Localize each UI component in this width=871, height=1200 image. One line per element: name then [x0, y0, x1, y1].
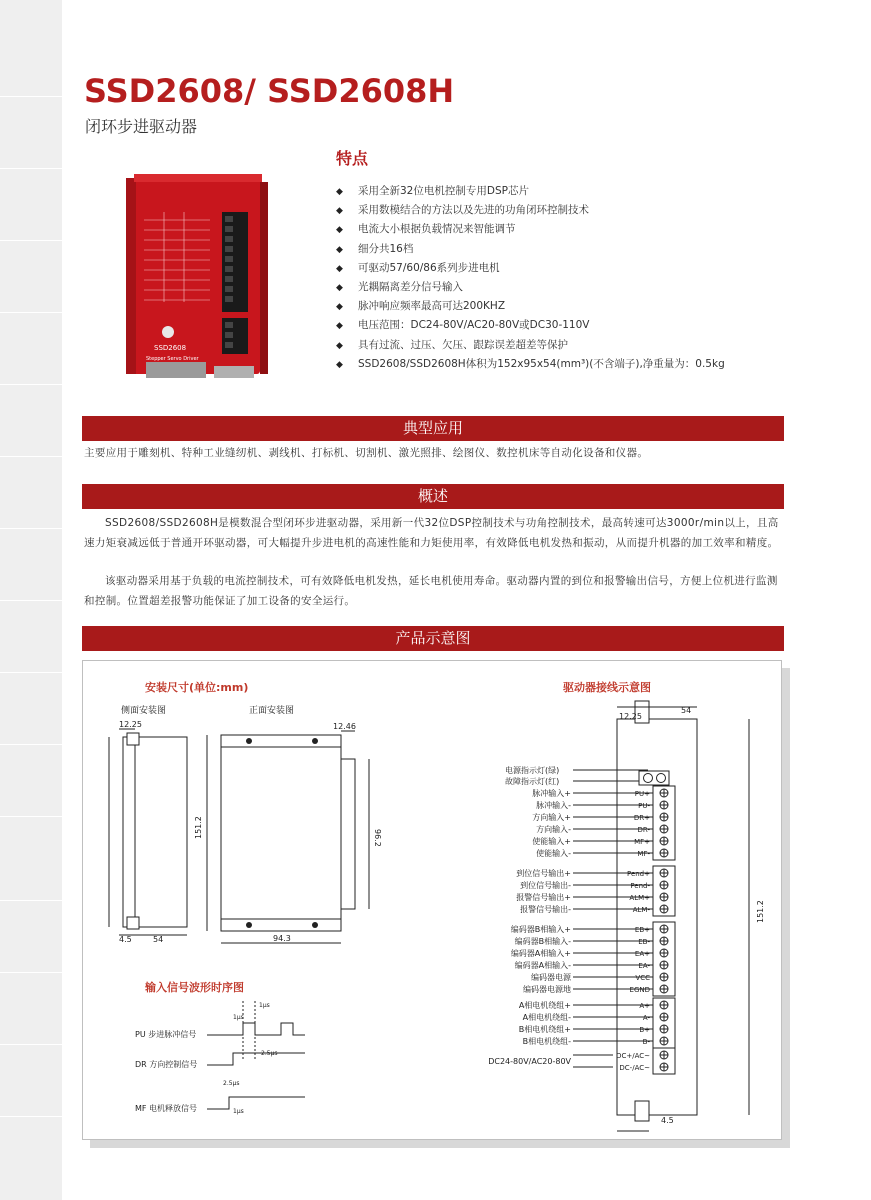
feature-text: 采用全新32位电机控制专用DSP芯片: [358, 185, 529, 197]
product-diagram-panel: [82, 660, 782, 1140]
led-power-label: 电源指示灯(绿): [505, 766, 560, 775]
feature-item: [336, 336, 725, 355]
wiring-signal-name: 编码器电源地: [523, 985, 571, 994]
wiring-pin-label: EB-: [638, 938, 650, 946]
feature-text: 电压范围：DC24-80V/AC20-80V或DC30-110V: [358, 319, 590, 332]
wiring-signal-name: 编码器A相输入-: [514, 961, 571, 970]
left-margin-strip: [0, 0, 62, 1200]
wiring-signal-name: 使能输入-: [536, 849, 571, 858]
diamond-bullet-icon: ◆: [336, 340, 343, 351]
features-heading: 特点: [336, 149, 369, 168]
feature-text: 电流大小根据负载情况来智能调节: [358, 223, 516, 236]
wiring-dim-height: 151.2: [756, 900, 765, 923]
wiring-signal-name: 到位信号输出-: [520, 881, 571, 890]
feature-item: [336, 220, 725, 239]
front-dim-width: 94.3: [273, 934, 291, 943]
wiring-signal-name: 脉冲输入-: [536, 801, 571, 810]
front-dim-top: 12.46: [333, 722, 356, 731]
wiring-pin-label: DR-: [637, 826, 650, 834]
power-input-label: DC24-80V/AC20-80V: [488, 1057, 571, 1066]
side-view-drawing: [109, 729, 187, 935]
feature-item: [336, 316, 725, 335]
led-fault-label: 故障指示灯(红): [505, 777, 560, 786]
wiring-signal-name: B相电机绕组-: [522, 1037, 571, 1046]
applications-text: 主要应用于雕刻机、特种工业缝纫机、剥线机、打标机、切割机、激光照排、绘图仪、数控机床等自动化设备和仪器。: [84, 447, 649, 459]
wiring-pin-label: EA-: [638, 962, 650, 970]
front-view-label: 正面安装图: [249, 706, 295, 716]
side-view-label: 侧面安装图: [121, 706, 167, 716]
wiring-signal-name: 编码器A相输入+: [510, 949, 571, 958]
wiring-pin-label: PU-: [638, 802, 650, 810]
wiring-pin-label: EB+: [634, 926, 650, 934]
wiring-pin-label: EGND: [629, 986, 650, 994]
wiring-dim-top-a: 12.25: [619, 712, 642, 721]
wiring-pin-label: EA+: [634, 950, 650, 958]
driver-product-image: [124, 172, 270, 382]
diamond-bullet-icon: ◆: [336, 225, 343, 236]
timing-signal-pu: PU 步进脉冲信号: [135, 1030, 197, 1039]
wiring-pin-label: Pend+: [626, 870, 650, 878]
wiring-signal-name: 编码器B相输入-: [514, 937, 571, 946]
timing-signal-dr: DR 方向控制信号: [135, 1060, 198, 1069]
wiring-pin-label: MF+: [634, 838, 650, 846]
feature-item: [336, 240, 725, 259]
wiring-signal-name: A相电机绕组-: [522, 1013, 571, 1022]
timing-mark-3: 2.5μs: [261, 1050, 278, 1057]
wiring-signal-name: 到位信号输出+: [516, 869, 571, 878]
front-dim-inner: 96.2: [373, 829, 382, 847]
diamond-bullet-icon: ◆: [336, 187, 343, 197]
wiring-signal-name: 方向输入+: [532, 813, 571, 822]
power-pin-label: DC+/AC~: [616, 1052, 650, 1060]
timing-mark-2: 1μs: [233, 1014, 244, 1021]
feature-item: [336, 259, 725, 278]
feature-text: 采用数模结合的方法以及先进的功角闭环控制技术: [358, 204, 589, 217]
feature-item: [336, 297, 725, 316]
front-view-drawing: [207, 731, 369, 943]
feature-item: [336, 201, 725, 220]
timing-title: 输入信号波形时序图: [145, 981, 244, 994]
wiring-signal-name: A相电机绕组+: [518, 1001, 571, 1010]
page-subtitle: 闭环步进驱动器: [85, 117, 198, 136]
feature-text: 光耦隔离差分信号输入: [358, 280, 463, 293]
feature-item: [336, 182, 725, 201]
product-diagram-svg: [83, 661, 781, 1139]
wiring-pin-label: DR+: [633, 814, 650, 822]
wiring-pin-label: VCC: [635, 974, 650, 982]
wiring-signal-name: B相电机绕组+: [518, 1025, 571, 1034]
wiring-pin-label: Pend-: [630, 882, 650, 890]
wiring-dim-top-b: 54: [681, 706, 692, 715]
diamond-bullet-icon: ◆: [336, 359, 343, 370]
wiring-signal-name: 脉冲输入+: [532, 789, 571, 798]
wiring-pin-label: B+: [639, 1026, 650, 1034]
page-title: SSD2608/ SSD2608H: [84, 72, 455, 110]
install-title: 安装尺寸(单位:mm): [145, 681, 249, 694]
feature-text: 可驱动57/60/86系列步进电机: [358, 261, 500, 274]
wiring-pin-label: B-: [642, 1038, 650, 1046]
feature-text: 细分共16档: [358, 242, 414, 255]
timing-mark-5: 1μs: [233, 1108, 244, 1115]
wiring-dim-bottom: 4.5: [661, 1116, 674, 1125]
applications-heading: 典型应用: [82, 416, 784, 441]
feature-text: SSD2608/SSD2608H体积为152x95x54(mm³)(不含端子),净重量为：0.5kg: [358, 357, 725, 370]
wiring-signal-name: 编码器电源: [531, 973, 571, 982]
wiring-title: 驱动器接线示意图: [563, 681, 651, 694]
wiring-pin-label: ALM+: [629, 894, 650, 902]
wiring-signal-name: 使能输入+: [532, 837, 571, 846]
wiring-signal-name: 报警信号输出-: [520, 905, 571, 914]
diamond-bullet-icon: ◆: [336, 206, 343, 217]
diamond-bullet-icon: ◆: [336, 263, 343, 274]
feature-text: 脉冲响应频率最高可达200KHZ: [358, 300, 506, 313]
feature-text: 具有过流、过压、欠压、跟踪误差超差等保护: [358, 338, 568, 351]
feature-item: [336, 278, 725, 297]
side-dim-bottom-a: 4.5: [119, 935, 132, 944]
overview-paragraph-1: SSD2608/SSD2608H是模数混合型闭环步进驱动器，采用新一代32位DSP控制技术与功角控制技术，最高转速可达3000r/min以上，且高速力矩衰减远低于普通开环驱动器，可大幅提升步进电机的高速性能和力矩使用率，有效降低电机发热和振动，从而提升机器的加工效率和精度。: [84, 517, 779, 549]
feature-item: [336, 355, 725, 374]
product-sub-label: Stepper Servo Driver: [146, 356, 199, 362]
side-dim-top: 12.25: [119, 720, 142, 729]
overview-paragraph-2: 该驱动器采用基于负载的电流控制技术，可有效降低电机发热，延长电机使用寿命。驱动器内置的到位和报警输出信号，方便上位机进行监测和控制。位置超差报警功能保证了加工设备的安全运行。: [84, 575, 778, 607]
overview-heading: 概述: [82, 484, 784, 509]
diamond-bullet-icon: ◆: [336, 302, 343, 313]
diagram-heading: 产品示意图: [82, 626, 784, 651]
side-dim-bottom-b: 54: [153, 935, 164, 944]
timing-waveforms: [207, 1001, 305, 1109]
power-pin-label: DC-/AC~: [619, 1064, 650, 1072]
timing-mark-1: 1μs: [259, 1002, 270, 1009]
timing-signal-mf: MF 电机释放信号: [135, 1104, 198, 1113]
wiring-signal-name: 编码器B相输入+: [510, 925, 571, 934]
wiring-signal-name: 方向输入-: [536, 825, 571, 834]
wiring-pin-label: A-: [642, 1014, 650, 1022]
features-list: [336, 182, 725, 374]
wiring-pin-label: PU+: [634, 790, 650, 798]
timing-mark-4: 2.5μs: [223, 1080, 240, 1087]
diamond-bullet-icon: ◆: [336, 244, 343, 255]
wiring-pin-groups: [488, 786, 675, 1074]
diamond-bullet-icon: ◆: [336, 282, 343, 293]
product-model-label: SSD2608: [154, 344, 187, 352]
front-dim-height: 151.2: [194, 816, 203, 839]
diamond-bullet-icon: ◆: [336, 321, 343, 332]
wiring-signal-name: 报警信号输出+: [516, 893, 571, 902]
wiring-pin-label: MF-: [637, 850, 650, 858]
wiring-pin-label: ALM-: [632, 906, 650, 914]
wiring-pin-label: A+: [639, 1002, 650, 1010]
